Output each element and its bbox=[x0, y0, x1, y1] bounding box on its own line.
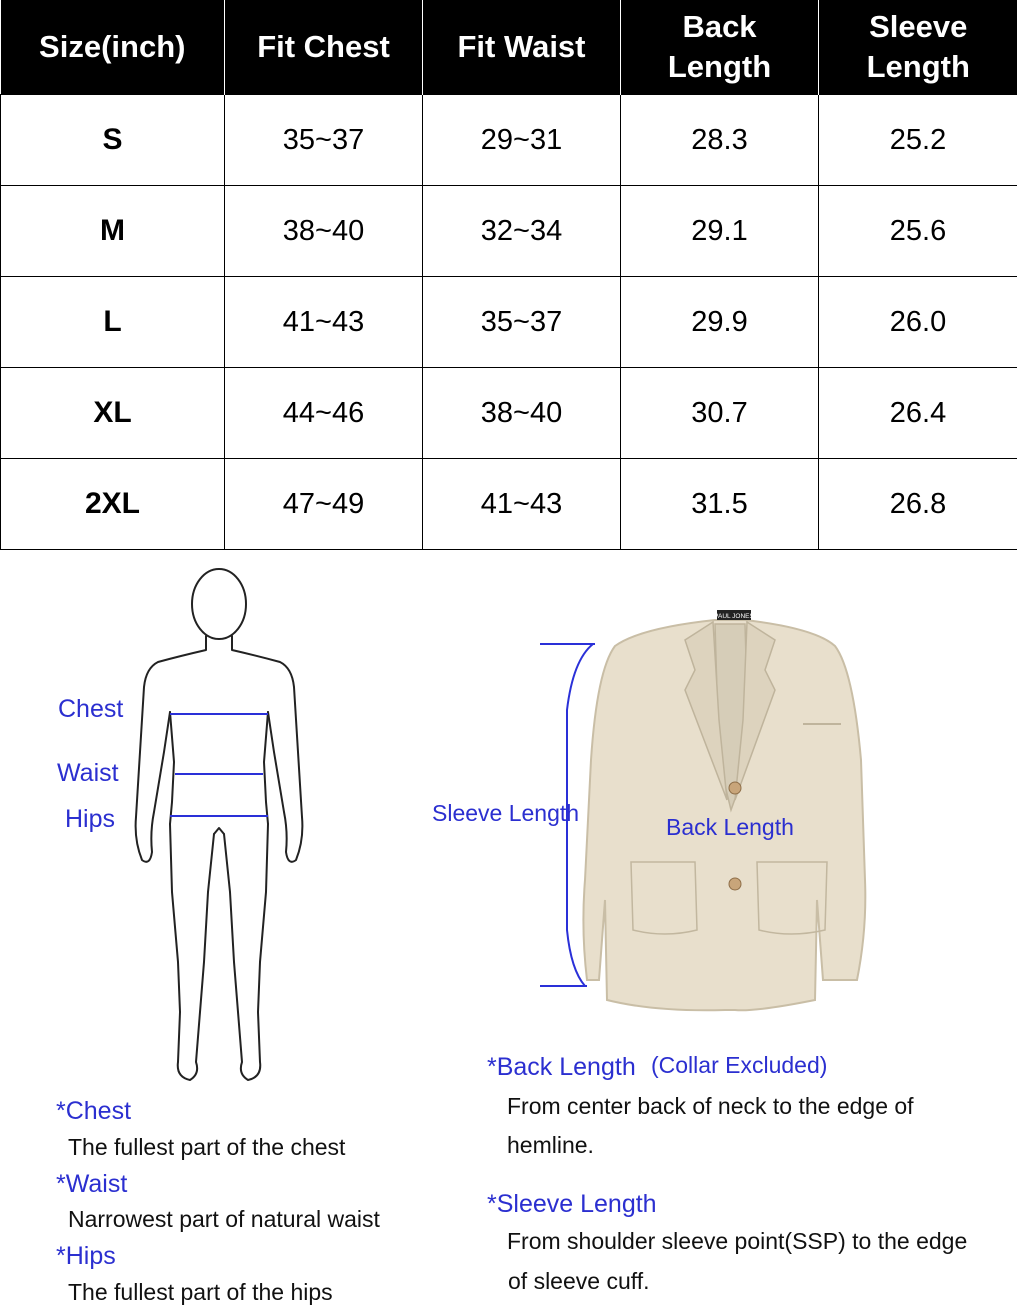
back-length-cell: 29.9 bbox=[621, 277, 819, 368]
header-back-length bbox=[621, 0, 819, 95]
size-cell: S bbox=[1, 95, 225, 186]
chest-cell: 47~49 bbox=[225, 459, 423, 550]
chest-note-title: *Chest bbox=[56, 1097, 132, 1125]
header-back-length-line2: Length bbox=[667, 49, 772, 84]
sleeve-length-note-title: *Sleeve Length bbox=[487, 1190, 657, 1218]
chest-label: Chest bbox=[58, 695, 124, 723]
table-row bbox=[1, 459, 1017, 550]
back-length-cell: 29.1 bbox=[621, 186, 819, 277]
header-sleeve-length-line2: Length bbox=[866, 49, 970, 84]
sleeve-length-cell: 26.8 bbox=[819, 459, 1017, 550]
sleeve-length-cell: 26.0 bbox=[819, 277, 1017, 368]
table-row bbox=[1, 95, 1017, 186]
table-row bbox=[1, 368, 1017, 459]
table-header-row bbox=[1, 0, 1017, 95]
header-back-length-line1: Back bbox=[682, 9, 757, 44]
sleeve-length-note-text-2: of sleeve cuff. bbox=[508, 1268, 650, 1294]
waist-cell: 32~34 bbox=[423, 186, 621, 277]
size-cell: XL bbox=[1, 368, 225, 459]
waist-cell: 29~31 bbox=[423, 95, 621, 186]
table-row bbox=[1, 186, 1017, 277]
sleeve-length-cell: 25.6 bbox=[819, 186, 1017, 277]
size-cell: M bbox=[1, 186, 225, 277]
header-sleeve-length bbox=[819, 0, 1017, 95]
waist-note-text: Narrowest part of natural waist bbox=[68, 1206, 380, 1232]
header-fit-waist: Fit Waist bbox=[423, 0, 621, 95]
back-length-cell: 28.3 bbox=[621, 95, 819, 186]
jacket-neck-tag-text: PAUL JONES bbox=[714, 613, 754, 620]
sleeve-length-cell: 26.4 bbox=[819, 368, 1017, 459]
waist-cell: 38~40 bbox=[423, 368, 621, 459]
header-sleeve-length-line1: Sleeve bbox=[869, 9, 968, 44]
size-chart-table bbox=[0, 0, 1017, 550]
sleeve-length-label: Sleeve Length bbox=[432, 800, 580, 826]
chest-cell: 41~43 bbox=[225, 277, 423, 368]
back-length-note-text-1: From center back of neck to the edge of bbox=[507, 1093, 914, 1119]
hips-note-text: The fullest part of the hips bbox=[68, 1279, 333, 1305]
waist-cell: 41~43 bbox=[423, 459, 621, 550]
sleeve-length-cell: 25.2 bbox=[819, 95, 1017, 186]
body-outline-figure bbox=[120, 562, 320, 1087]
waist-note-title: *Waist bbox=[56, 1170, 128, 1198]
chest-cell: 38~40 bbox=[225, 186, 423, 277]
back-length-cell: 30.7 bbox=[621, 368, 819, 459]
hips-label: Hips bbox=[65, 805, 116, 833]
table-row bbox=[1, 277, 1017, 368]
hips-note-title: *Hips bbox=[56, 1242, 116, 1270]
back-length-note-title: *Back Length bbox=[487, 1053, 636, 1081]
back-length-label: Back Length bbox=[666, 814, 794, 840]
sleeve-length-note-text-1: From shoulder sleeve point(SSP) to the edge bbox=[507, 1228, 968, 1254]
size-cell: 2XL bbox=[1, 459, 225, 550]
back-length-note-collar: (Collar Excluded) bbox=[651, 1052, 828, 1078]
chest-cell: 44~46 bbox=[225, 368, 423, 459]
waist-label: Waist bbox=[57, 759, 119, 787]
chest-cell: 35~37 bbox=[225, 95, 423, 186]
back-length-cell: 31.5 bbox=[621, 459, 819, 550]
chest-note-text: The fullest part of the chest bbox=[68, 1134, 346, 1160]
back-length-note-text-2: hemline. bbox=[507, 1132, 594, 1158]
waist-cell: 35~37 bbox=[423, 277, 621, 368]
size-cell: L bbox=[1, 277, 225, 368]
header-fit-chest: Fit Chest bbox=[225, 0, 423, 95]
header-size: Size(inch) bbox=[1, 0, 225, 95]
